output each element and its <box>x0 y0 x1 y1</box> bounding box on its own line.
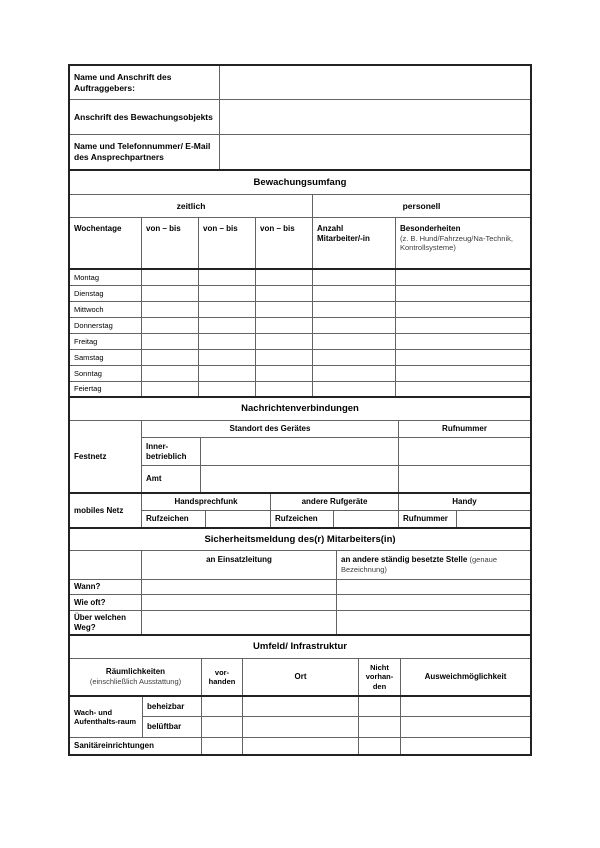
day-row-feiertag <box>70 382 530 398</box>
raum-header <box>70 659 202 695</box>
handy-header: Handy <box>452 497 477 506</box>
day-row-freitag <box>70 334 530 350</box>
col-besonderheiten <box>396 218 530 268</box>
festnetz-block <box>70 421 530 494</box>
day-anzahl-field[interactable] <box>313 350 396 365</box>
sanitaer-nicht-vorhanden-field[interactable] <box>359 738 401 754</box>
day-vonbis3-field[interactable] <box>256 382 313 396</box>
rufnummer-header: Rufnummer <box>442 424 487 433</box>
ort-header: Ort <box>243 659 359 695</box>
col-von-bis-2: von – bis <box>199 218 256 268</box>
day-vonbis1-field[interactable] <box>142 302 199 317</box>
nicht-vorhanden-header: Nicht vorhan-den <box>359 659 401 695</box>
ausweich-header: Ausweichmöglichkeit <box>424 672 507 681</box>
day-label: Sonntag <box>70 366 142 381</box>
col-von-bis-3: von – bis <box>256 218 313 268</box>
sicherheitsmeldung-title: Sicherheitsmeldung des(r) Mitarbeiters(in) <box>204 533 396 545</box>
day-vonbis2-field[interactable] <box>199 350 256 365</box>
weg-label: Über welchen Weg? <box>70 611 142 634</box>
ansprechpartner-label: Name und Telefonnummer/ E-Mail des Ansprechpartners <box>70 135 220 169</box>
day-row-mittwoch <box>70 302 530 318</box>
sanitaer-label: Sanitäreinrichtungen <box>70 738 202 754</box>
vorhanden-header: vor-handen <box>202 659 243 695</box>
innerbetrieblich-row <box>142 438 530 466</box>
raum-label: Räumlichkeiten <box>105 667 166 677</box>
belueftbar-row <box>143 717 530 737</box>
wach-subtable <box>143 697 530 737</box>
belueftbar-nicht-vorhanden-field[interactable] <box>359 717 401 737</box>
wann-andere-field[interactable] <box>337 580 530 594</box>
day-anzahl-field[interactable] <box>313 302 396 317</box>
wie-oft-einsatzleitung-field[interactable] <box>142 595 337 610</box>
sicherheitsmeldung-corner-cell <box>70 551 142 579</box>
day-vonbis1-field[interactable] <box>142 318 199 333</box>
day-anzahl-field[interactable] <box>313 270 396 285</box>
weg-einsatzleitung-field[interactable] <box>142 611 337 634</box>
ansprechpartner-field[interactable] <box>220 135 530 169</box>
beheizbar-ausweich-field[interactable] <box>401 697 530 716</box>
objekt-label: Anschrift des Bewachungsobjekts <box>70 100 220 134</box>
mobiles-values-row <box>142 511 530 527</box>
wann-einsatzleitung-field[interactable] <box>142 580 337 594</box>
rufnummer-label: Rufnummer <box>399 511 457 527</box>
einsatzleitung-header <box>142 551 337 579</box>
day-vonbis2-field[interactable] <box>199 286 256 301</box>
day-vonbis1-field[interactable] <box>142 350 199 365</box>
andere-stelle-note: (genaue Bezeichnung) <box>341 555 498 574</box>
day-vonbis3-field[interactable] <box>256 350 313 365</box>
day-besonderheiten-field[interactable] <box>396 270 530 285</box>
andere-rufgeraete-header: andere Rufgeräte <box>271 494 399 510</box>
bewachungsumfang-title: Bewachungsumfang <box>253 176 347 188</box>
day-vonbis2-field[interactable] <box>199 366 256 381</box>
day-vonbis3-field[interactable] <box>256 334 313 349</box>
rufzeichen-1-field[interactable] <box>206 511 271 527</box>
bewachungsumfang-columns <box>70 218 530 270</box>
day-label: Freitag <box>70 334 142 349</box>
day-anzahl-field[interactable] <box>313 334 396 349</box>
day-label: Samstag <box>70 350 142 365</box>
day-besonderheiten-field[interactable] <box>396 334 530 349</box>
day-row-dienstag <box>70 286 530 302</box>
col-von-bis-1: von – bis <box>142 218 199 268</box>
sanitaer-ausweich-field[interactable] <box>401 738 530 754</box>
einsatzleitung-label: an Einsatzleitung <box>206 555 272 564</box>
andere-stelle-label: an andere ständig besetzte Stelle <box>341 555 468 564</box>
bewachungsumfang-header <box>70 171 530 195</box>
andere-stelle-header <box>337 551 530 579</box>
wann-label: Wann? <box>70 580 142 594</box>
col-anzahl: Anzahl Mitarbeiter/-in <box>313 218 396 268</box>
wach-block <box>70 697 530 738</box>
day-anzahl-field[interactable] <box>313 366 396 381</box>
day-vonbis1-field[interactable] <box>142 366 199 381</box>
innerbetrieblich-label: Inner-betrieblich <box>142 438 201 465</box>
row-auftraggeber <box>70 66 530 100</box>
handy-rufnummer-field[interactable] <box>457 511 530 527</box>
sicherheitsmeldung-header <box>70 529 530 551</box>
handsprechfunk-header: Handsprechfunk <box>142 494 271 510</box>
innerbetrieblich-rufnummer-field[interactable] <box>399 438 530 465</box>
sanitaer-vorhanden-field[interactable] <box>202 738 243 754</box>
amt-row <box>142 466 530 492</box>
umfeld-title: Umfeld/ Infrastruktur <box>253 641 347 653</box>
day-label: Donnerstag <box>70 318 142 333</box>
day-besonderheiten-field[interactable] <box>396 286 530 301</box>
day-vonbis1-field[interactable] <box>142 286 199 301</box>
day-besonderheiten-field[interactable] <box>396 382 530 396</box>
belueftbar-label: belüftbar <box>143 717 202 737</box>
besonderheiten-label: Besonderheiten <box>400 224 461 233</box>
beheizbar-row <box>143 697 530 717</box>
day-besonderheiten-field[interactable] <box>396 350 530 365</box>
wie-oft-andere-field[interactable] <box>337 595 530 610</box>
rufzeichen-2-field[interactable] <box>334 511 399 527</box>
beheizbar-vorhanden-field[interactable] <box>202 697 243 716</box>
day-label: Mittwoch <box>70 302 142 317</box>
wach-label: Wach- und Aufenthalts-raum <box>70 697 143 737</box>
weg-row <box>70 611 530 636</box>
wie-oft-row <box>70 595 530 611</box>
day-label: Dienstag <box>70 286 142 301</box>
festnetz-subheader <box>142 421 530 438</box>
row-objekt <box>70 100 530 135</box>
sanitaer-ort-field[interactable] <box>243 738 359 754</box>
sanitaer-row <box>70 738 530 754</box>
umfeld-columns <box>70 659 530 697</box>
day-anzahl-field[interactable] <box>313 318 396 333</box>
beheizbar-nicht-vorhanden-field[interactable] <box>359 697 401 716</box>
belueftbar-ort-field[interactable] <box>243 717 359 737</box>
day-besonderheiten-field[interactable] <box>396 366 530 381</box>
amt-rufnummer-field[interactable] <box>399 466 530 492</box>
standort-header: Standort des Gerätes <box>142 421 399 437</box>
innerbetrieblich-standort-field[interactable] <box>201 438 399 465</box>
day-vonbis2-field[interactable] <box>199 270 256 285</box>
group-zeitlich: zeitlich <box>70 195 313 217</box>
rufzeichen-label-1: Rufzeichen <box>142 511 206 527</box>
auftraggeber-label: Name und Anschrift des Auftraggebers: <box>70 66 220 99</box>
umfeld-header <box>70 636 530 659</box>
sicherheitsmeldung-columns <box>70 551 530 580</box>
day-besonderheiten-field[interactable] <box>396 302 530 317</box>
group-personell: personell <box>402 200 441 211</box>
besonderheiten-note: (z. B. Hund/Fahrzeug/Na-Technik, Kontrollsysteme) <box>400 234 513 253</box>
bewachungsumfang-groups <box>70 195 530 218</box>
day-vonbis1-field[interactable] <box>142 382 199 396</box>
mobiles-netz-subtable <box>142 494 530 527</box>
day-vonbis3-field[interactable] <box>256 318 313 333</box>
mobiles-subheader <box>142 494 530 511</box>
day-vonbis2-field[interactable] <box>199 334 256 349</box>
rufzeichen-label-2: Rufzeichen <box>271 511 334 527</box>
wann-row <box>70 580 530 595</box>
belueftbar-vorhanden-field[interactable] <box>202 717 243 737</box>
mobiles-netz-block <box>70 494 530 529</box>
day-vonbis2-field[interactable] <box>199 382 256 396</box>
day-anzahl-field[interactable] <box>313 286 396 301</box>
day-label: Feiertag <box>70 382 142 396</box>
day-vonbis2-field[interactable] <box>199 302 256 317</box>
day-besonderheiten-field[interactable] <box>396 318 530 333</box>
day-vonbis3-field[interactable] <box>256 286 313 301</box>
day-row-sonntag <box>70 366 530 382</box>
amt-label: Amt <box>142 466 201 492</box>
day-vonbis3-field[interactable] <box>256 302 313 317</box>
day-row-samstag <box>70 350 530 366</box>
col-wochentage: Wochentage <box>70 218 142 268</box>
day-vonbis3-field[interactable] <box>256 366 313 381</box>
day-label: Montag <box>70 270 142 285</box>
beheizbar-label: beheizbar <box>143 697 202 716</box>
nachrichten-header <box>70 398 530 421</box>
day-row-montag <box>70 270 530 286</box>
belueftbar-ausweich-field[interactable] <box>401 717 530 737</box>
day-anzahl-field[interactable] <box>313 382 396 396</box>
festnetz-label: Festnetz <box>70 421 142 492</box>
beheizbar-ort-field[interactable] <box>243 697 359 716</box>
nachrichten-title: Nachrichtenverbindungen <box>241 403 359 415</box>
raum-note: (einschließlich Ausstattung) <box>89 677 182 687</box>
mobiles-netz-label: mobiles Netz <box>70 494 142 527</box>
day-vonbis1-field[interactable] <box>142 270 199 285</box>
day-vonbis3-field[interactable] <box>256 270 313 285</box>
row-ansprechpartner <box>70 135 530 171</box>
form-table <box>68 64 532 756</box>
day-vonbis2-field[interactable] <box>199 318 256 333</box>
auftraggeber-field[interactable] <box>220 66 530 99</box>
objekt-field[interactable] <box>220 100 530 134</box>
day-row-donnerstag <box>70 318 530 334</box>
day-vonbis1-field[interactable] <box>142 334 199 349</box>
wie-oft-label: Wie oft? <box>70 595 142 610</box>
amt-standort-field[interactable] <box>201 466 399 492</box>
festnetz-subtable <box>142 421 530 492</box>
weg-andere-field[interactable] <box>337 611 530 634</box>
